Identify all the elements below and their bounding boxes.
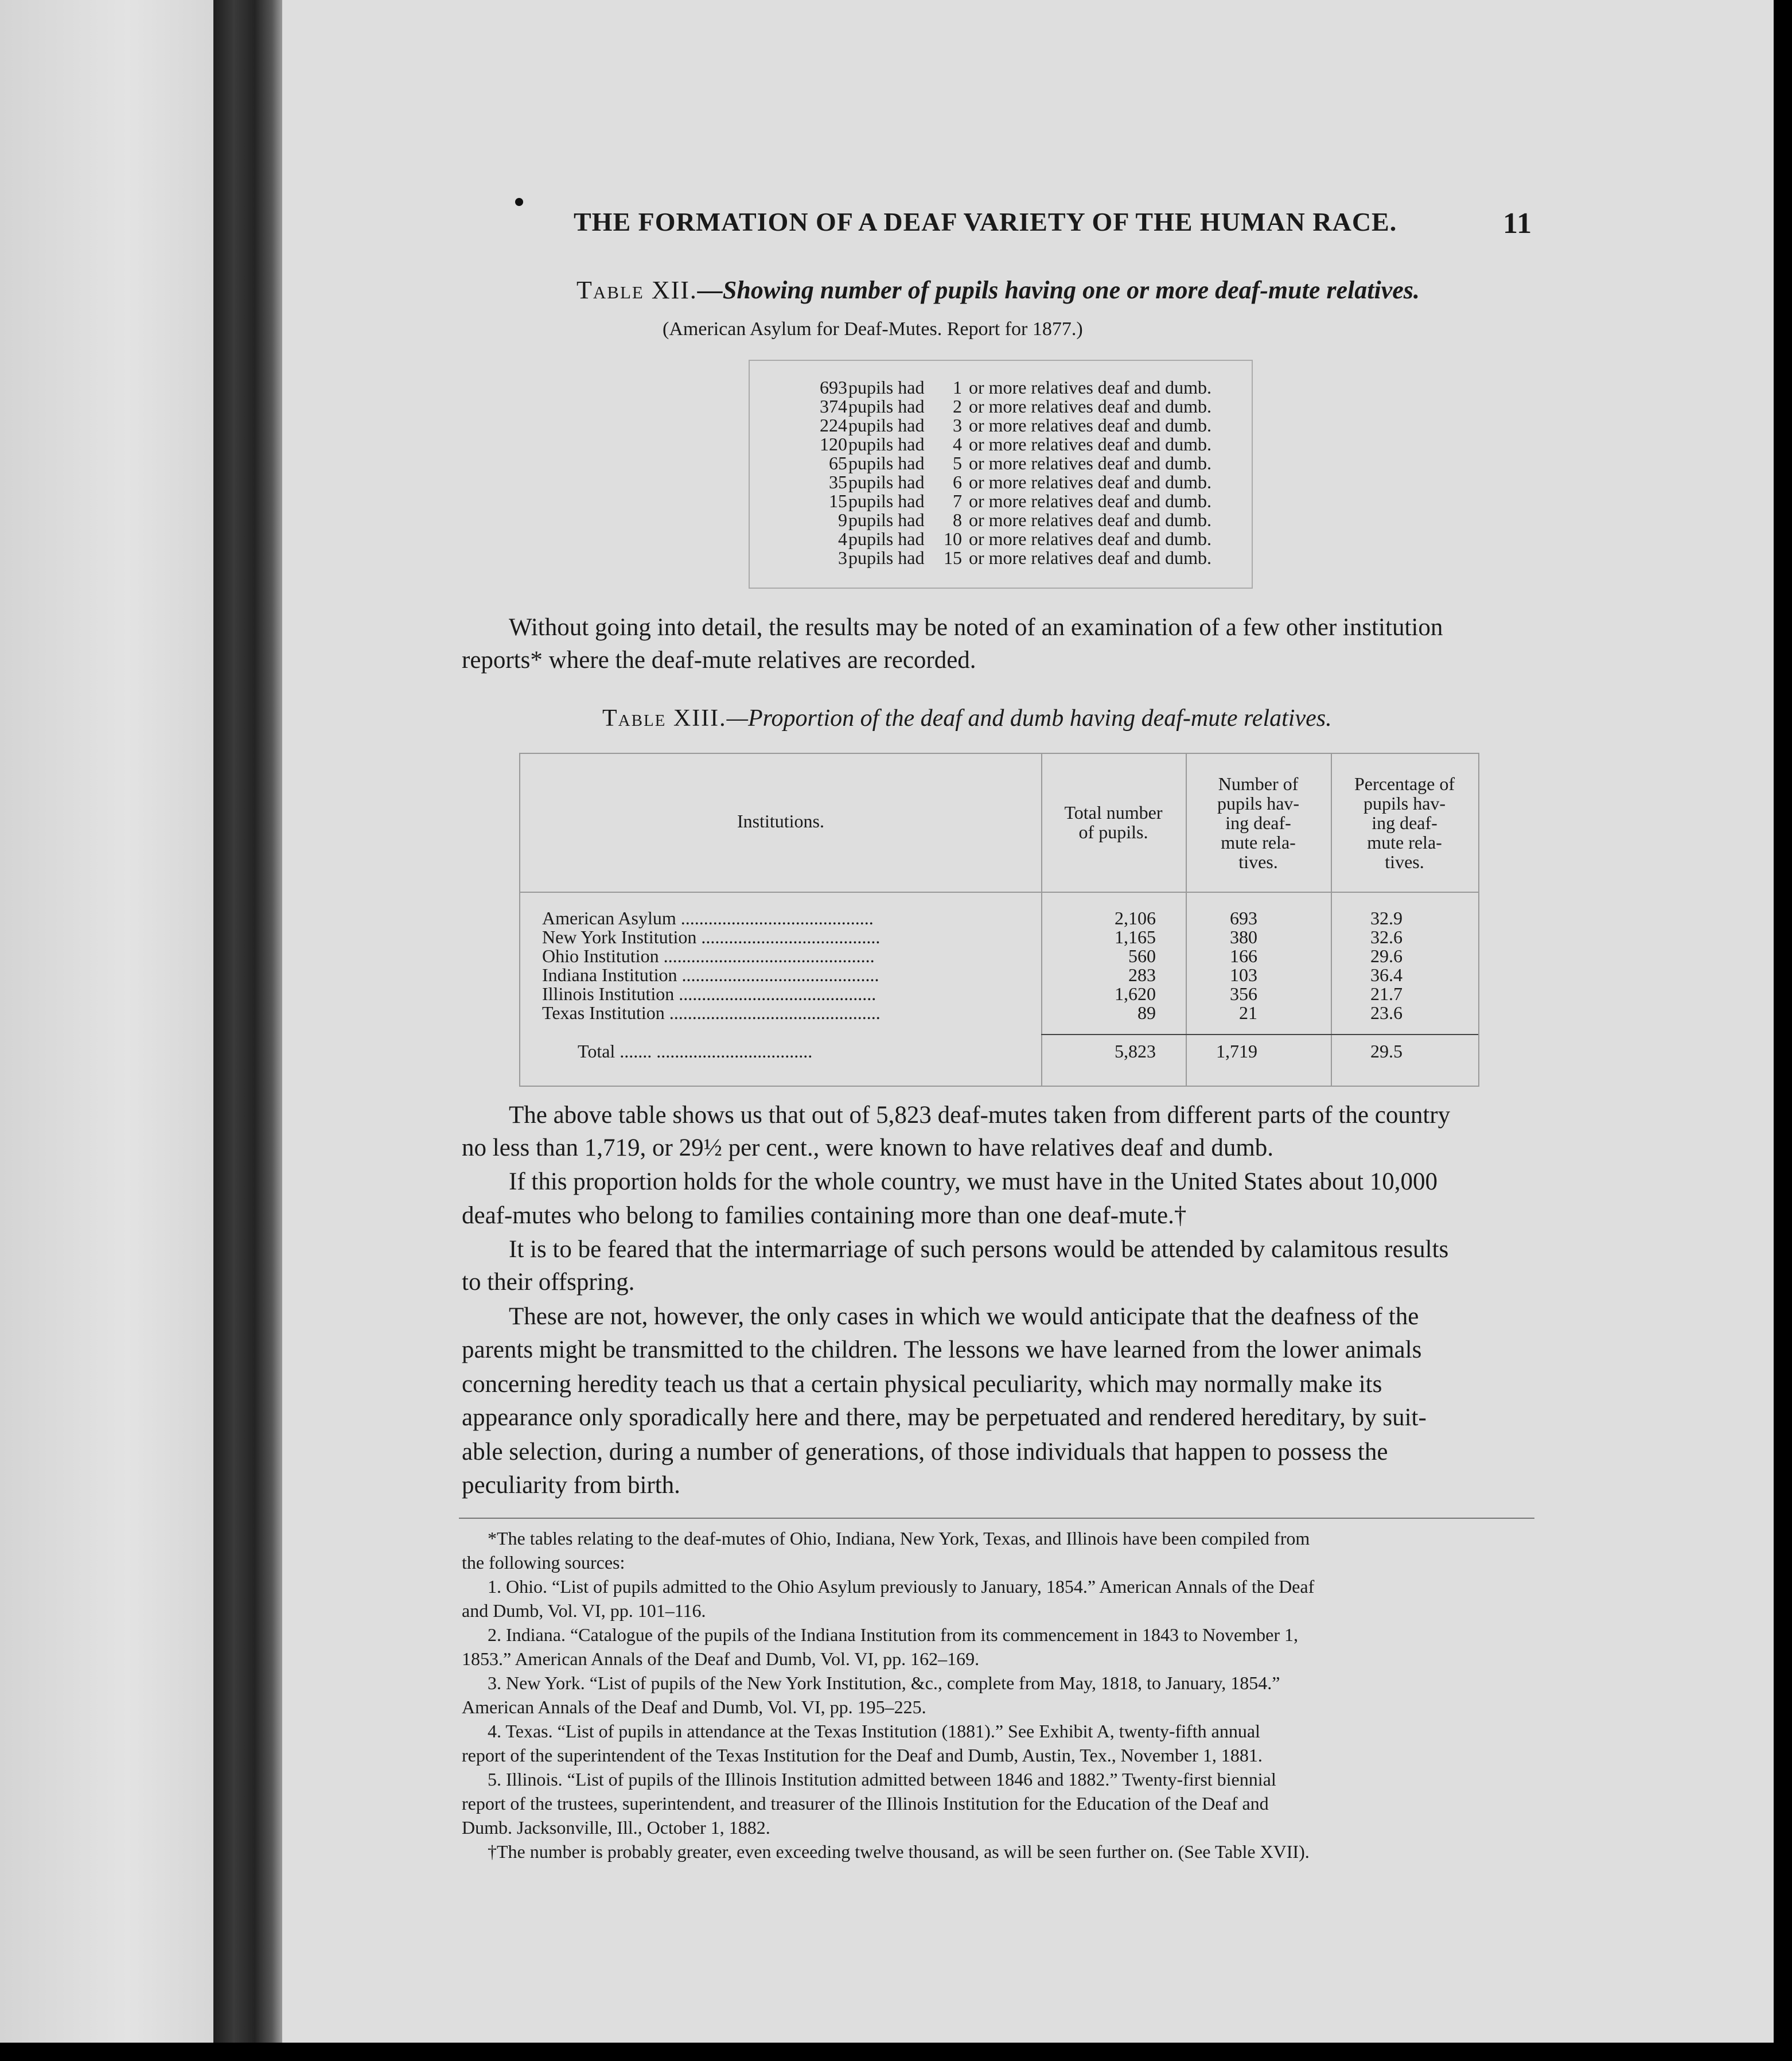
table12-row xyxy=(750,434,1252,453)
relatives-text: or more relatives deaf and dumb. xyxy=(969,377,1211,398)
pupil-count: 4 xyxy=(838,528,847,549)
header-text: Total number xyxy=(1064,802,1163,823)
percentage-cell: 21.7 xyxy=(1370,983,1403,1004)
total-percentage: 29.5 xyxy=(1370,1041,1403,1061)
pupils-had-text: pupils had xyxy=(848,528,925,549)
paragraph-line: parents might be transmitted to the children. The lessons we have learned from the lower animals xyxy=(462,1336,1422,1363)
number-cell: 356 xyxy=(1230,983,1257,1004)
total-pupils-cell: 89 xyxy=(1137,1002,1156,1023)
number-cell: 21 xyxy=(1239,1002,1257,1023)
number-cell: 166 xyxy=(1230,946,1257,966)
header-text: Percentage of xyxy=(1354,773,1455,794)
footnote-rule xyxy=(459,1518,1534,1519)
pupil-count: 374 xyxy=(820,396,847,417)
header-text: ing deaf- xyxy=(1225,812,1291,833)
total-label: Total ....... .................................. xyxy=(578,1041,813,1061)
pupils-had-text: pupils had xyxy=(848,415,925,435)
header-percentage xyxy=(1331,774,1478,872)
pupils-had-text: pupils had xyxy=(848,491,925,511)
pupils-had-text: pupils had xyxy=(848,396,925,417)
pupil-count: 120 xyxy=(820,434,847,454)
relatives-text: or more relatives deaf and dumb. xyxy=(969,510,1211,530)
header-text: pupils hav- xyxy=(1217,793,1300,814)
book-spine xyxy=(213,0,282,2043)
table12-row xyxy=(750,415,1252,434)
relatives-count: 6 xyxy=(953,472,962,492)
paragraph-line: The above table shows us that out of 5,823 deaf-mutes taken from different parts of the country xyxy=(509,1102,1451,1129)
header-text: mute rela- xyxy=(1221,832,1296,853)
pupils-had-text: pupils had xyxy=(848,377,925,398)
footnote-line: †The number is probably greater, even exceeding twelve thousand, as will be seen further on. (See Table XVII). xyxy=(488,1841,1310,1862)
scan-border-bottom xyxy=(0,2043,1792,2061)
relatives-count: 15 xyxy=(944,547,962,568)
relatives-count: 3 xyxy=(953,415,962,435)
pupil-count: 224 xyxy=(820,415,847,435)
institution-name: Texas Institution .............................................. xyxy=(542,1002,881,1023)
pupils-had-text: pupils had xyxy=(848,510,925,530)
percentage-cell: 23.6 xyxy=(1370,1002,1403,1023)
table12-caption xyxy=(576,275,1420,305)
percentage-cell: 32.6 xyxy=(1370,927,1403,947)
number-cell: 380 xyxy=(1230,927,1257,947)
relatives-count: 8 xyxy=(953,510,962,530)
header-total xyxy=(1041,803,1186,842)
pupils-had-text: pupils had xyxy=(848,434,925,454)
paragraph-line: able selection, during a number of generations, of those individuals that happen to possess the xyxy=(462,1438,1388,1465)
pupil-count: 3 xyxy=(838,547,847,568)
relatives-text: or more relatives deaf and dumb. xyxy=(969,491,1211,511)
header-text: of pupils. xyxy=(1078,822,1148,842)
relatives-count: 10 xyxy=(944,528,962,549)
footnote-line: 4. Texas. “List of pupils in attendance at the Texas Institution (1881).” See Exhibit A, twenty-fifth annual xyxy=(488,1721,1260,1741)
pupil-count: 35 xyxy=(829,472,847,492)
page-number: 11 xyxy=(1503,207,1533,240)
table12 xyxy=(749,360,1253,589)
pupil-count: 9 xyxy=(838,510,847,530)
paragraph-line: appearance only sporadically here and there, may be perpetuated and rendered hereditary, by suit- xyxy=(462,1404,1427,1431)
relatives-count: 7 xyxy=(953,491,962,511)
total-pupils-cell: 560 xyxy=(1128,946,1156,966)
table12-row xyxy=(750,510,1252,528)
paragraph-line: peculiarity from birth. xyxy=(462,1472,680,1499)
paragraph-line: It is to be feared that the intermarriage of such persons would be attended by calamitous results xyxy=(509,1236,1449,1263)
percentage-cell: 36.4 xyxy=(1370,965,1403,985)
number-cell: 693 xyxy=(1230,908,1257,928)
relatives-text: or more relatives deaf and dumb. xyxy=(969,547,1211,568)
footnote-line: 1. Ohio. “List of pupils admitted to the Ohio Asylum previously to January, 1854.” American Annals of the Deaf xyxy=(488,1576,1315,1597)
footnote-line: the following sources: xyxy=(462,1552,625,1573)
relatives-count: 5 xyxy=(953,453,962,473)
relatives-text: or more relatives deaf and dumb. xyxy=(969,396,1211,417)
paragraph-line: to their offspring. xyxy=(462,1269,635,1296)
table13 xyxy=(519,753,1479,1087)
relatives-text: or more relatives deaf and dumb. xyxy=(969,528,1211,549)
header-text: ing deaf- xyxy=(1372,812,1438,833)
table12-row xyxy=(750,377,1252,396)
total-number: 1,719 xyxy=(1216,1041,1257,1061)
total-pupils-cell: 1,620 xyxy=(1115,983,1156,1004)
pupils-had-text: pupils had xyxy=(848,453,925,473)
table12-subtitle: (American Asylum for Deaf-Mutes. Report for 1877.) xyxy=(663,318,1083,340)
institution-name: New York Institution ....................................... xyxy=(542,927,881,947)
table12-row xyxy=(750,547,1252,566)
number-cell: 103 xyxy=(1230,965,1257,985)
pupil-count: 65 xyxy=(829,453,847,473)
scan-border-right xyxy=(1774,0,1792,2043)
relatives-count: 2 xyxy=(953,396,962,417)
footnote-line: 1853.” American Annals of the Deaf and Dumb, Vol. VI, pp. 162–169. xyxy=(462,1648,980,1669)
relatives-count: 1 xyxy=(953,377,962,398)
table12-title: —Showing number of pupils having one or more deaf-mute relatives. xyxy=(697,276,1420,304)
total-pupils: 5,823 xyxy=(1115,1041,1156,1061)
table12-row xyxy=(750,528,1252,547)
footnote-line: report of the trustees, superintendent, and treasurer of the Illinois Institution for the Education of the Deaf and xyxy=(462,1793,1269,1814)
relatives-count: 4 xyxy=(953,434,962,454)
pupil-count: 693 xyxy=(820,377,847,398)
table13-label: Table XIII. xyxy=(602,705,727,732)
paragraph-line: These are not, however, the only cases in which we would anticipate that the deafness of the xyxy=(509,1303,1419,1330)
relatives-text: or more relatives deaf and dumb. xyxy=(969,453,1211,473)
relatives-text: or more relatives deaf and dumb. xyxy=(969,434,1211,454)
pupil-count: 15 xyxy=(829,491,847,511)
header-institutions: Institutions. xyxy=(737,811,824,831)
institution-name: Illinois Institution ........................................... xyxy=(542,983,876,1004)
ink-mark xyxy=(515,198,523,206)
pupils-had-text: pupils had xyxy=(848,547,925,568)
header-text: Number of xyxy=(1218,773,1299,794)
header-text: mute rela- xyxy=(1367,832,1442,853)
footnote-line: 3. New York. “List of pupils of the New York Institution, &c., complete from May, 1818, to January, 1854.” xyxy=(488,1673,1280,1693)
institution-name: American Asylum .......................................... xyxy=(542,908,874,928)
footnote-line: 2. Indiana. “Catalogue of the pupils of the Indiana Institution from its commencement in 1843 to November 1, xyxy=(488,1624,1298,1645)
table12-row xyxy=(750,472,1252,491)
paragraph-line: Without going into detail, the results may be noted of an examination of a few other institution xyxy=(509,614,1443,641)
total-pupils-cell: 2,106 xyxy=(1115,908,1156,928)
paragraph-line: no less than 1,719, or 29½ per cent., were known to have relatives deaf and dumb. xyxy=(462,1134,1274,1161)
facing-page xyxy=(0,0,213,2043)
total-rule xyxy=(1041,1034,1478,1035)
header-text: tives. xyxy=(1238,851,1278,872)
institution-name: Indiana Institution ........................................... xyxy=(542,965,879,985)
header-text: pupils hav- xyxy=(1363,793,1446,814)
percentage-cell: 29.6 xyxy=(1370,946,1403,966)
pupils-had-text: pupils had xyxy=(848,472,925,492)
institution-name: Ohio Institution .............................................. xyxy=(542,946,875,966)
table12-row xyxy=(750,491,1252,510)
percentage-cell: 32.9 xyxy=(1370,908,1403,928)
footnote-line: report of the superintendent of the Texas Institution for the Deaf and Dumb, Austin, Tex., November 1, 1881. xyxy=(462,1745,1263,1766)
running-title: THE FORMATION OF A DEAF VARIETY OF THE HUMAN RACE. xyxy=(574,207,1397,236)
header-divider xyxy=(520,892,1478,893)
total-pupils-cell: 283 xyxy=(1128,965,1156,985)
relatives-text: or more relatives deaf and dumb. xyxy=(969,415,1211,435)
table12-row xyxy=(750,453,1252,472)
paragraph-line: reports* where the deaf-mute relatives are recorded. xyxy=(462,647,976,674)
footnote-line: Dumb. Jacksonville, Ill., October 1, 1882. xyxy=(462,1817,770,1838)
footnote-line: 5. Illinois. “List of pupils of the Illinois Institution admitted between 1846 and 1882.” Twenty-first biennial xyxy=(488,1769,1276,1790)
total-pupils-cell: 1,165 xyxy=(1115,927,1156,947)
table13-title: —Proportion of the deaf and dumb having deaf-mute relatives. xyxy=(726,705,1332,732)
table12-label: Table XII. xyxy=(576,276,698,304)
table12-row xyxy=(750,396,1252,415)
relatives-text: or more relatives deaf and dumb. xyxy=(969,472,1211,492)
footnote-line: American Annals of the Deaf and Dumb, Vol. VI, pp. 195–225. xyxy=(462,1697,926,1717)
paragraph-line: deaf-mutes who belong to families containing more than one deaf-mute.† xyxy=(462,1202,1187,1229)
table13-caption xyxy=(602,705,1332,732)
header-number xyxy=(1186,774,1331,872)
footnote-line: *The tables relating to the deaf-mutes of Ohio, Indiana, New York, Texas, and Illinois have been compiled from xyxy=(488,1528,1310,1549)
header-text: tives. xyxy=(1385,851,1424,872)
paragraph-line: concerning heredity teach us that a certain physical peculiarity, which may normally make its xyxy=(462,1371,1382,1398)
footnote-line: and Dumb, Vol. VI, pp. 101–116. xyxy=(462,1600,706,1621)
paragraph-line: If this proportion holds for the whole country, we must have in the United States about 10,000 xyxy=(509,1168,1438,1195)
